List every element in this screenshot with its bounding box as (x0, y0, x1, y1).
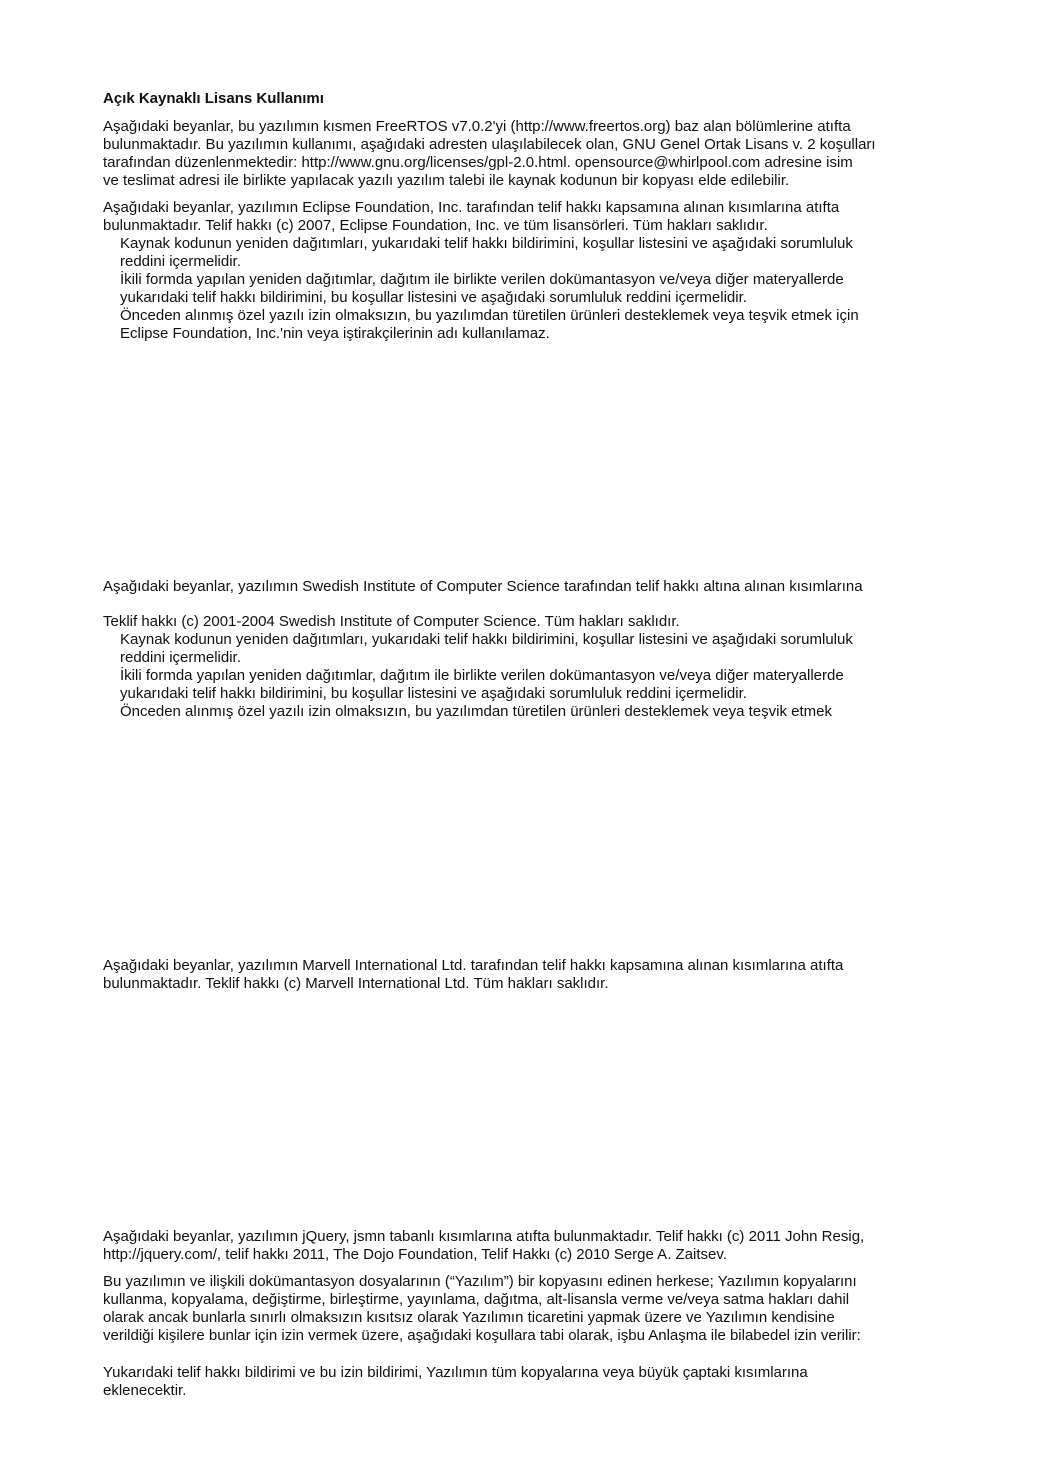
sics-copyright: Teklif hakkı (c) 2001-2004 Swedish Institute of Computer Science. Tüm hakları saklıdır. (103, 613, 680, 630)
eclipse-intro-line: Aşağıdaki beyanlar, yazılımın Eclipse Foundation, Inc. tarafından telif hakkı kapsamına alınan kısımlarına atıfta (103, 199, 840, 216)
sics-intro-line: Aşağıdaki beyanlar, yazılımın Swedish Institute of Computer Science tarafından telif hakkı altına alınan kısımlarına (103, 578, 863, 595)
sics-condition-line: İkili formda yapılan yeniden dağıtımlar, dağıtım ile birlikte verilen dokümantasyon ve/veya diğer materyallerde (120, 667, 844, 684)
eclipse-notice (103, 199, 948, 343)
freertos-line: bulunmaktadır. Bu yazılımın kullanımı, aşağıdaki adresten ulaşılabilecek olan, GNU Genel Ortak Lisans v. 2 koşulları (103, 136, 876, 153)
sics-notice (103, 613, 948, 721)
eclipse-condition-line: Önceden alınmış özel yazılı izin olmaksızın, bu yazılımdan türetilen ürünleri desteklemek veya teşvik etmek için (120, 307, 859, 324)
sics-condition-line: yukarıdaki telif hakkı bildirimini, bu koşullar listesini ve aşağıdaki sorumluluk reddini içermelidir. (120, 685, 747, 702)
jquery-permission-line: Bu yazılımın ve ilişkili dokümantasyon dosyalarının (“Yazılım”) bir kopyasını edinen herkese; Yazılımın kopyalarını (103, 1273, 857, 1290)
page-title: Açık Kaynaklı Lisans Kullanımı (103, 90, 324, 107)
sics-condition-line: reddini içermelidir. (120, 649, 241, 666)
jquery-notice-line: eklenecektir. (103, 1382, 187, 1399)
eclipse-intro-line: bulunmaktadır. Telif hakkı (c) 2007, Eclipse Foundation, Inc. ve tüm lisansörleri. Tüm hakları saklıdır. (103, 217, 768, 234)
marvell-notice (103, 957, 948, 993)
sics-intro (103, 578, 948, 596)
jquery-intro (103, 1228, 948, 1264)
freertos-line: ve teslimat adresi ile birlikte yapılacak yazılı yazılım talebi ile kaynak kodunun bir kopyası elde edilebilir. (103, 172, 790, 189)
jquery-permission-line: kullanma, kopyalama, değiştirme, birleştirme, yayınlama, dağıtma, alt-lisansla verme ve/veya satma hakları dahil (103, 1291, 850, 1308)
marvell-line: bulunmaktadır. Teklif hakkı (c) Marvell International Ltd. Tüm hakları saklıdır. (103, 975, 609, 992)
jquery-permission-line: verildiği kişilere bunlar için izin vermek üzere, aşağıdaki koşullara tabi olarak, işbu Anlaşma ile bilabedel izin verilir: (103, 1327, 861, 1344)
eclipse-condition-line: Eclipse Foundation, Inc.'nin veya iştirakçilerinin adı kullanılamaz. (120, 325, 550, 342)
jquery-permission (103, 1273, 948, 1345)
sics-condition-line: Kaynak kodunun yeniden dağıtımları, yukarıdaki telif hakkı bildirimini, koşullar listesini ve aşağıdaki sorumluluk (120, 631, 853, 648)
freertos-line: tarafından düzenlenmektedir: http://www.gnu.org/licenses/gpl-2.0.html. opensource@whirlpool.com adresine isim (103, 154, 853, 171)
marvell-line: Aşağıdaki beyanlar, yazılımın Marvell International Ltd. tarafından telif hakkı kapsamına alınan kısımlarına atıfta (103, 957, 844, 974)
freertos-line: Aşağıdaki beyanlar, bu yazılımın kısmen FreeRTOS v7.0.2'yi (http://www.freertos.org) baz alan bölümlerine atıfta (103, 118, 851, 135)
jquery-notice-line: Yukarıdaki telif hakkı bildirimi ve bu izin bildirimi, Yazılımın tüm kopyalarına veya büyük çaptaki kısımlarına (103, 1364, 808, 1381)
eclipse-condition-line: Kaynak kodunun yeniden dağıtımları, yukarıdaki telif hakkı bildirimini, koşullar listesini ve aşağıdaki sorumluluk (120, 235, 853, 252)
eclipse-condition-line: İkili formda yapılan yeniden dağıtımlar, dağıtım ile birlikte verilen dokümantasyon ve/veya diğer materyallerde (120, 271, 844, 288)
eclipse-condition-line: yukarıdaki telif hakkı bildirimini, bu koşullar listesini ve aşağıdaki sorumluluk reddini içermelidir. (120, 289, 747, 306)
jquery-intro-line: Aşağıdaki beyanlar, yazılımın jQuery, jsmn tabanlı kısımlarına atıfta bulunmaktadır. Telif hakkı (c) 2011 John Resig, (103, 1228, 865, 1245)
freertos-notice (103, 118, 948, 190)
eclipse-condition-line: reddini içermelidir. (120, 253, 241, 270)
jquery-notice (103, 1364, 948, 1400)
jquery-intro-line: http://jquery.com/, telif hakkı 2011, The Dojo Foundation, Telif Hakkı (c) 2010 Serge A. Zaitsev. (103, 1246, 727, 1263)
jquery-permission-line: olarak ancak bunlarla sınırlı olmaksızın kısıtsız olarak Yazılımın ticaretini yapmak üzere ve Yazılımın kendisine (103, 1309, 835, 1326)
sics-condition-line: Önceden alınmış özel yazılı izin olmaksızın, bu yazılımdan türetilen ürünleri desteklemek veya teşvik etmek (120, 703, 832, 720)
